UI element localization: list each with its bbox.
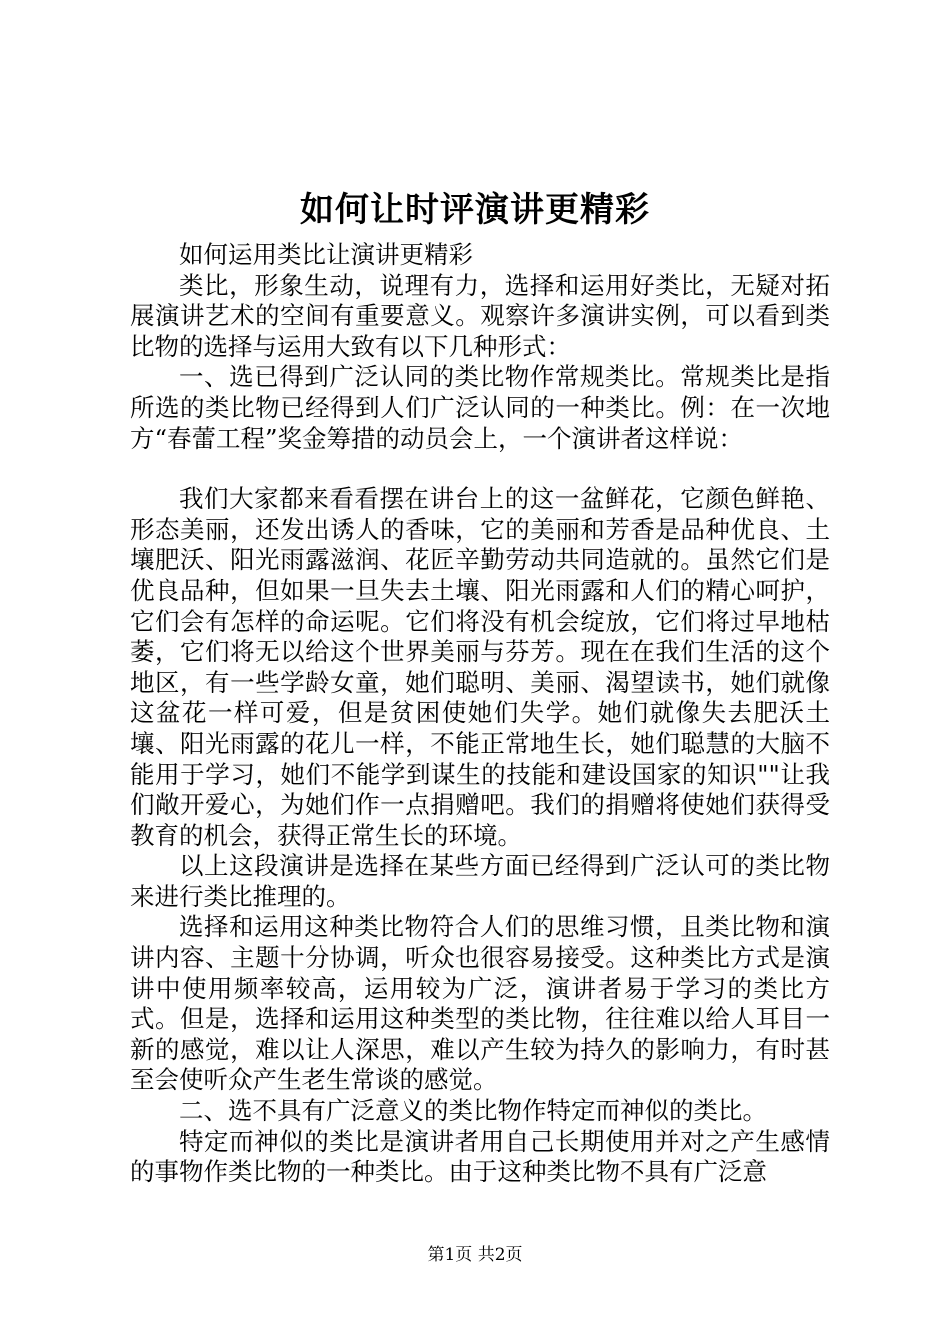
evaluation-paragraph: 选择和运用这种类比物符合人们的思维习惯，且类比物和演讲内容、主题十分协调，听众也很容易接受。这种类比方式是演讲中使用频率较高，运用较为广泛，演讲者易于学习的类比方式。但是，选择和运用这种类型的类比物，往往难以给人耳目一新的感觉，难以让人深思，难以产生较为持久的影响力，有时甚至会使听众产生老生常谈的感觉。 [130, 912, 830, 1095]
section-one-paragraph: 一、选已得到广泛认同的类比物作常规类比。常规类比是指所选的类比物已经得到人们广泛认同的一种类比。例：在一次地方“春蕾工程”奖金筹措的动员会上，一个演讲者这样说： [130, 362, 830, 453]
section-two-paragraph: 特定而神似的类比是演讲者用自己长期使用并对之产生感情的事物作类比物的一种类比。由于这种类比物不具有广泛意 [130, 1126, 830, 1187]
intro-paragraph: 类比，形象生动，说理有力，选择和运用好类比，无疑对拓展演讲艺术的空间有重要意义。观察许多演讲实例，可以看到类比物的选择与运用大致有以下几种形式： [130, 270, 830, 361]
analysis-paragraph: 以上这段演讲是选择在某些方面已经得到广泛认可的类比物来进行类比推理的。 [130, 851, 830, 911]
subtitle-paragraph: 如何运用类比让演讲更精彩 [179, 240, 473, 269]
section-two-heading: 二、选不具有广泛意义的类比物作特定而神似的类比。 [179, 1096, 767, 1126]
page-title: 如何让时评演讲更精彩 [300, 190, 650, 230]
document-body [130, 240, 830, 1188]
page-footer: 第1页 共2页 [427, 1245, 523, 1265]
speech-quote-paragraph: 我们大家都来看看摆在讲台上的这一盆鲜花，它颜色鲜艳、形态美丽，还发出诱人的香味，它的美丽和芳香是品种优良、土壤肥沃、阳光雨露滋润、花匠辛勤劳动共同造就的。虽然它们是优良品种，但如果一旦失去土壤、阳光雨露和人们的精心呵护，它们会有怎样的命运呢。它们将没有机会绽放，它们将过早地枯萎，它们将无以给这个世界美丽与芬芳。现在在我们生活的这个地区，有一些学龄女童，她们聪明、美丽、渴望读书，她们就像这盆花一样可爱，但是贫困使她们失学。她们就像失去肥沃土壤、阳光雨露的花儿一样，不能正常地生长，她们聪慧的大脑不能用于学习，她们不能学到谋生的技能和建设国家的知识""让我们敞开爱心，为她们作一点捐赠吧。我们的捐赠将使她们获得受教育的机会，获得正常生长的环境。 [130, 484, 830, 850]
